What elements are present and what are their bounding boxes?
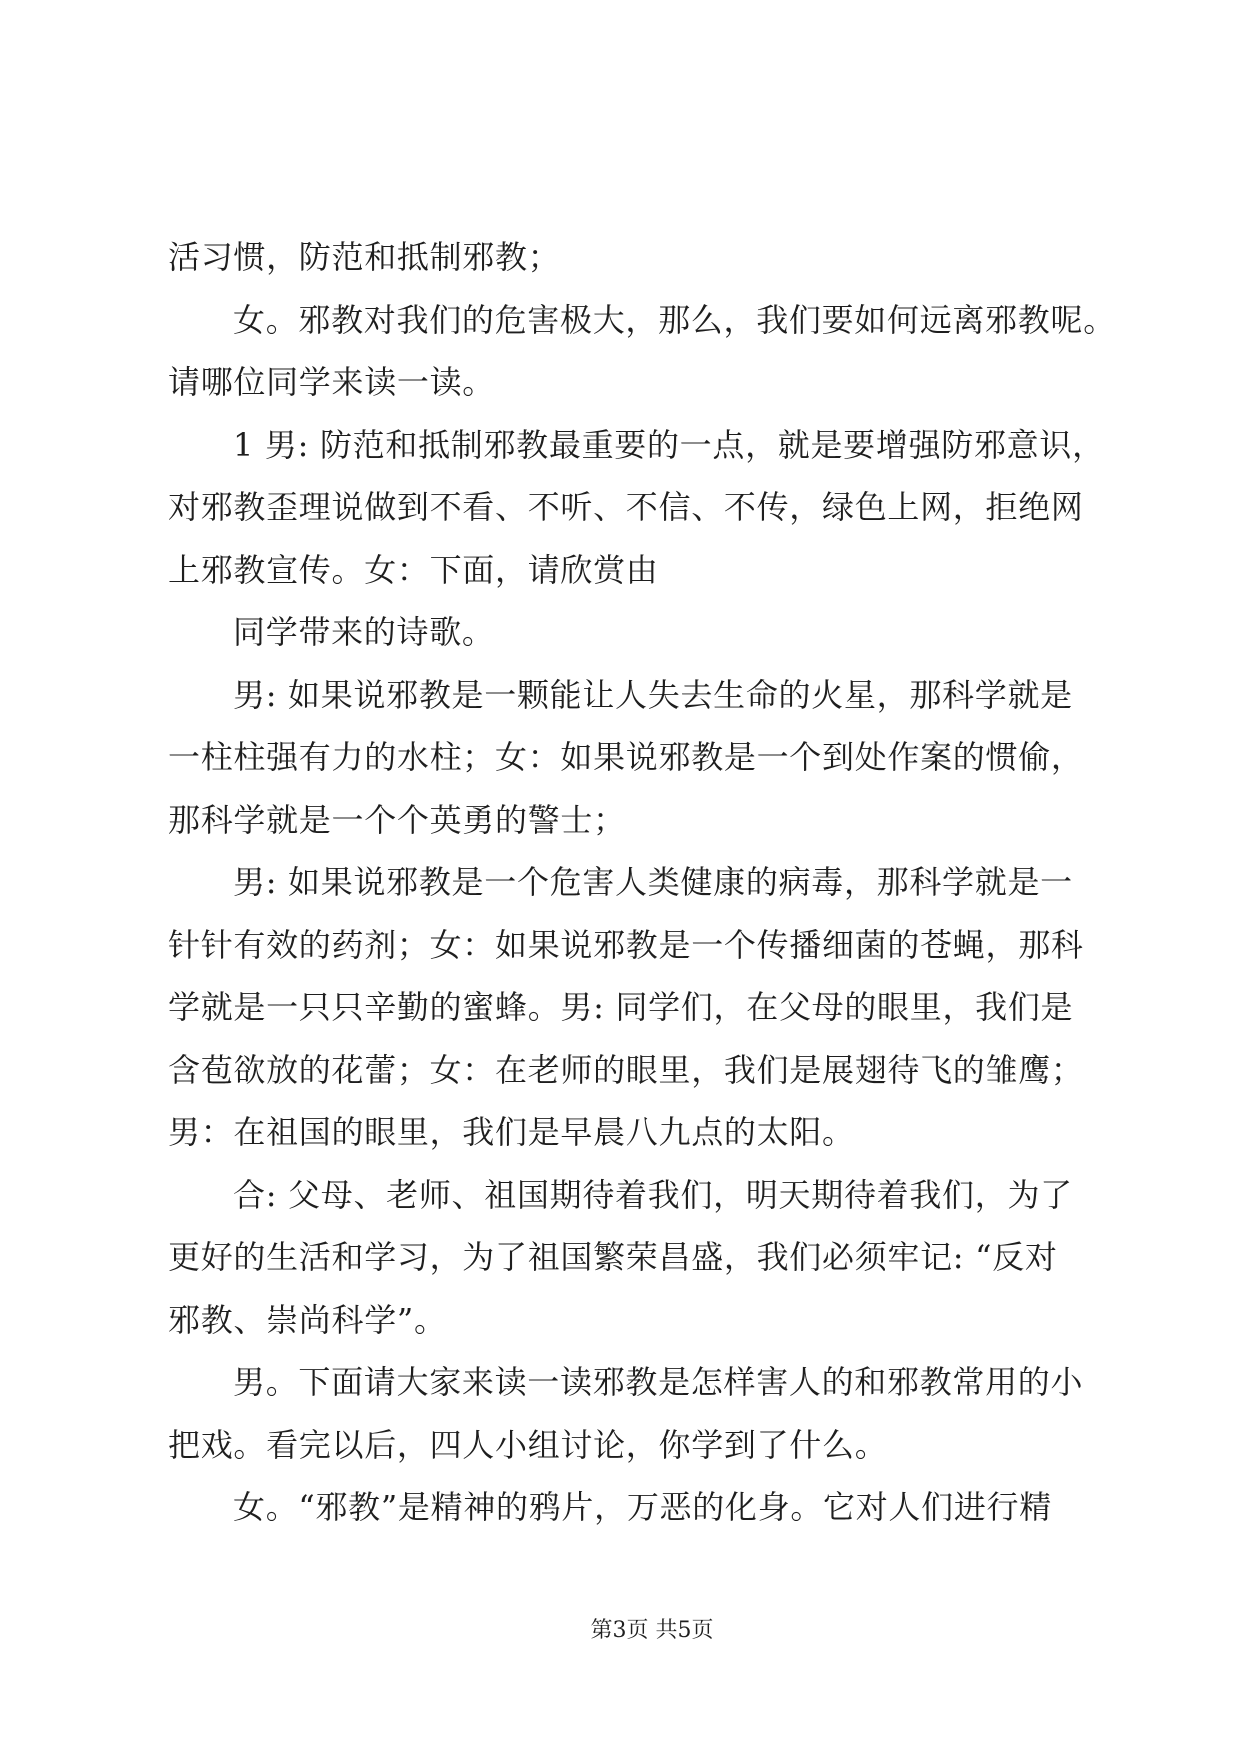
text-line: 上邪教宣传。女：下面，请欣赏由 bbox=[168, 550, 659, 589]
text-line: 活习惯，防范和抵制邪教； bbox=[168, 238, 561, 276]
paragraph bbox=[168, 289, 1116, 414]
text-line: 针针有效的药剂；女：如果说邪教是一个传播细菌的苍蝇，那科 bbox=[168, 925, 1084, 964]
paragraph bbox=[168, 1351, 1108, 1476]
text-line: 男：在祖国的眼里，我们是早晨八九点的太阳。 bbox=[168, 1113, 855, 1151]
paragraph bbox=[168, 226, 1108, 289]
text-line: 邪教、崇尚科学”。 bbox=[168, 1300, 447, 1339]
text-line: 那科学就是一个个英勇的警士； bbox=[168, 800, 626, 839]
text-line: 男。下面请大家来读一读邪教是怎样害人的和邪教常用的小 bbox=[233, 1363, 1084, 1401]
text-line: 请哪位同学来读一读。 bbox=[168, 363, 496, 401]
text-line: 学就是一只只辛勤的蜜蜂。男: 同学们，在父母的眼里，我们是 bbox=[168, 988, 1074, 1026]
body-text bbox=[168, 226, 1116, 1539]
text-line: 女。“邪教”是精神的鸦片，万恶的化身。它对人们进行精 bbox=[233, 1488, 1052, 1526]
text-line: 1 男: 防范和抵制邪教最重要的一点，就是要增强防邪意识， bbox=[233, 425, 1105, 464]
paragraph bbox=[168, 664, 1108, 852]
text-line: 男: 如果说邪教是一个危害人类健康的病毒，那科学就是一 bbox=[233, 863, 1073, 901]
paragraph bbox=[168, 601, 1108, 664]
text-line: 女。邪教对我们的危害极大，那么，我们要如何远离邪教呢。 bbox=[233, 300, 1116, 339]
paragraph bbox=[168, 1164, 1108, 1352]
text-line: 含苞欲放的花蕾；女：在老师的眼里，我们是展翅待飞的雏鹰； bbox=[168, 1050, 1084, 1089]
text-line: 更好的生活和学习，为了祖国繁荣昌盛，我们必须牢记: “反对 bbox=[168, 1238, 1058, 1276]
paragraph bbox=[168, 414, 1108, 602]
paragraph bbox=[168, 851, 1108, 1164]
page-footer: 第3页 共5页 bbox=[590, 1618, 714, 1643]
text-line: 一柱柱强有力的水柱；女：如果说邪教是一个到处作案的惯偷， bbox=[168, 738, 1084, 776]
text-line: 对邪教歪理说做到不看、不听、不信、不传，绿色上网，拒绝网 bbox=[168, 488, 1084, 526]
text-line: 男: 如果说邪教是一颗能让人失去生命的火星，那科学就是 bbox=[233, 675, 1073, 714]
text-line: 合: 父母、老师、祖国期待着我们，明天期待着我们，为了 bbox=[233, 1175, 1073, 1214]
text-line: 同学带来的诗歌。 bbox=[233, 613, 495, 651]
text-line: 把戏。看完以后，四人小组讨论，你学到了什么。 bbox=[168, 1425, 888, 1464]
paragraph bbox=[168, 1476, 1108, 1539]
